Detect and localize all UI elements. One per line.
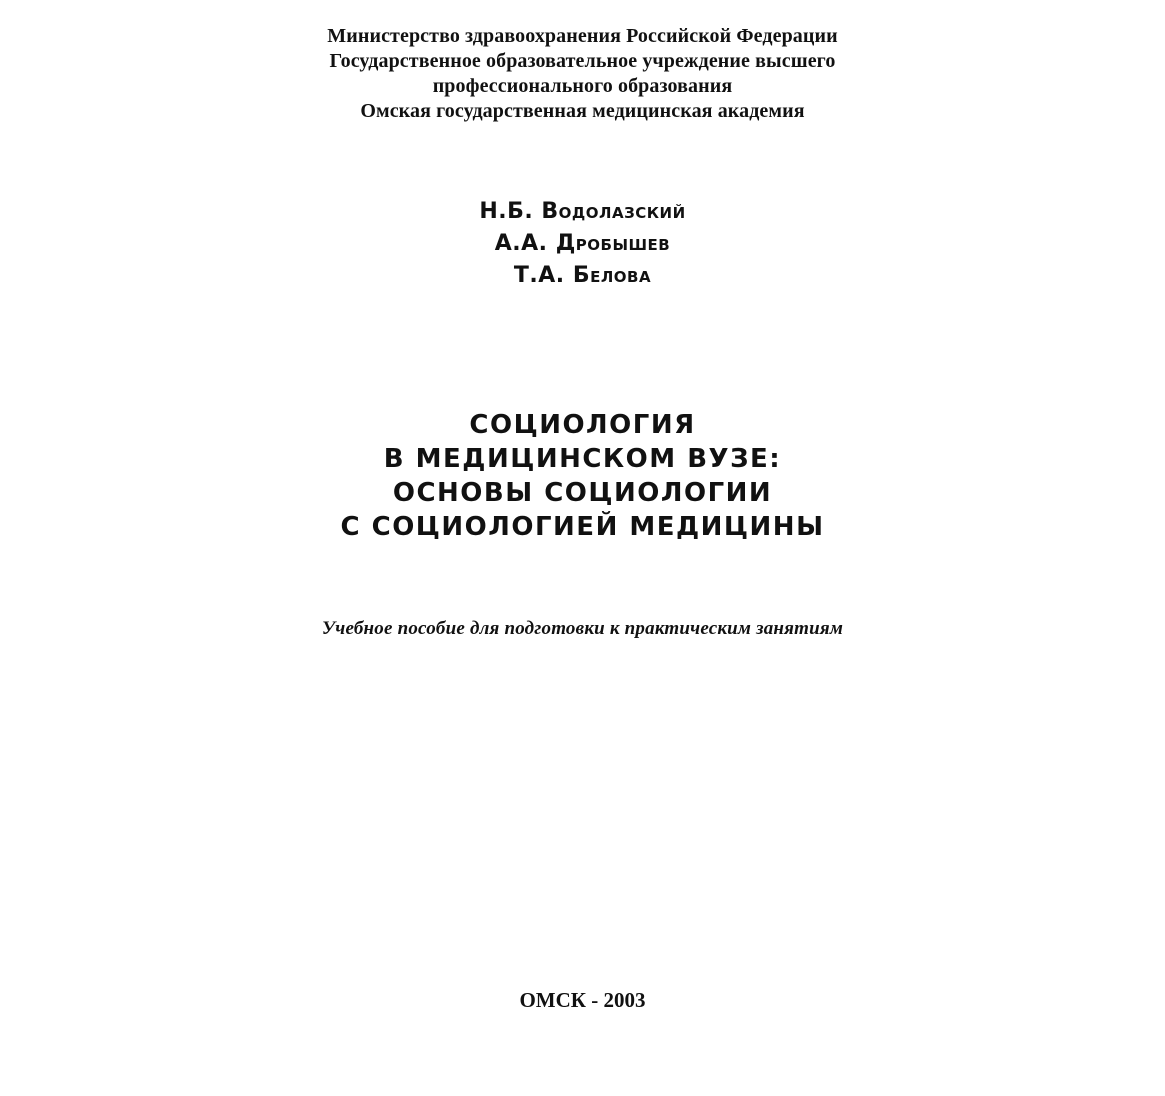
city-year: ОМСК - 2003: [519, 988, 646, 1012]
institution-line-education: профессионального образования: [432, 75, 733, 97]
book-title-line-3: ОСНОВЫ СОЦИОЛОГИИ: [392, 478, 773, 508]
institution-line-academy: Омская государственная медицинская академия: [360, 100, 805, 122]
institution-header: [0, 24, 1165, 124]
author-2: А.А. Дробышев: [494, 231, 671, 256]
book-title: [0, 408, 1165, 544]
author-3: Т.А. Белова: [513, 263, 652, 288]
institution-line-ministry: Министерство здравоохранения Российской Федерации: [327, 25, 838, 47]
book-title-line-4: С СОЦИОЛОГИЕЙ МЕДИЦИНЫ: [340, 512, 825, 542]
authors-block: [0, 196, 1165, 292]
book-title-line-2: В МЕДИЦИНСКОМ ВУЗЕ:: [383, 444, 782, 474]
book-subtitle: Учебное пособие для подготовки к практическим занятиям: [321, 618, 844, 639]
book-title-line-1: СОЦИОЛОГИЯ: [469, 410, 696, 440]
institution-line-type: Государственное образовательное учреждение высшего: [329, 50, 836, 72]
author-1: Н.Б. Водолазский: [479, 199, 686, 224]
